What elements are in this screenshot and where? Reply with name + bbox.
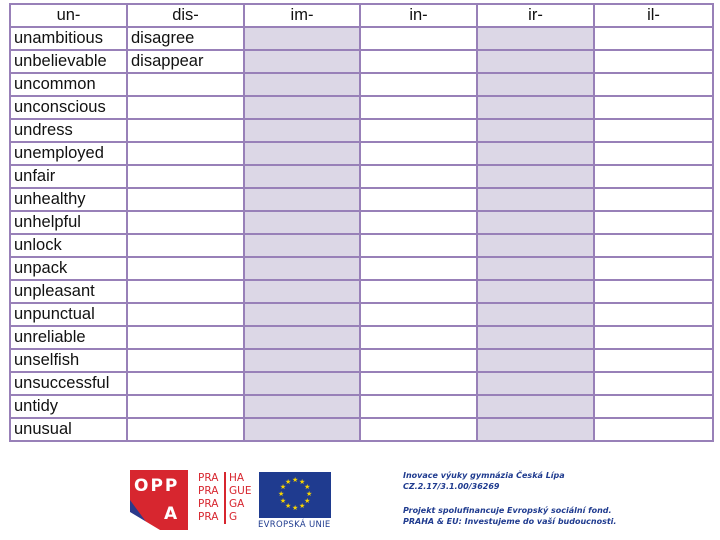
project-text <box>403 470 643 527</box>
table-cell <box>477 50 594 73</box>
table-cell: unpleasant <box>10 280 127 303</box>
eu-star-icon: ★ <box>306 491 313 498</box>
table-cell <box>594 280 713 303</box>
praha-logo-text: GA <box>224 498 244 511</box>
table-cell <box>244 96 360 119</box>
table-cell: uncommon <box>10 73 127 96</box>
column-header: im- <box>244 4 360 27</box>
table-cell <box>594 73 713 96</box>
table-cell: disagree <box>127 27 244 50</box>
praha-logo-text: PRA <box>198 472 219 484</box>
table-cell <box>594 418 713 441</box>
table-cell: untidy <box>10 395 127 418</box>
table-cell: unlock <box>10 234 127 257</box>
table-cell: unselfish <box>10 349 127 372</box>
table-row <box>10 418 713 441</box>
table-cell <box>477 372 594 395</box>
table-row <box>10 96 713 119</box>
eu-star-icon: ★ <box>304 484 311 491</box>
table-cell: unsuccessful <box>10 372 127 395</box>
table-cell <box>360 211 477 234</box>
praha-logo-row <box>198 498 254 511</box>
table-cell <box>127 119 244 142</box>
oppa-logo-text-1: OPP <box>134 476 180 496</box>
table-cell: unhealthy <box>10 188 127 211</box>
table-cell <box>594 50 713 73</box>
table-cell <box>594 27 713 50</box>
table-cell: unhelpful <box>10 211 127 234</box>
column-header: il- <box>594 4 713 27</box>
table-cell: unbelievable <box>10 50 127 73</box>
table-cell <box>360 234 477 257</box>
table-row <box>10 211 713 234</box>
column-header: ir- <box>477 4 594 27</box>
table-cell <box>244 27 360 50</box>
table-cell <box>594 395 713 418</box>
table-cell <box>477 326 594 349</box>
praha-logo-text: GUE <box>224 485 251 498</box>
table-cell <box>127 188 244 211</box>
table-cell <box>477 395 594 418</box>
table-cell <box>244 395 360 418</box>
praha-logo-row <box>198 485 254 498</box>
eu-star-icon: ★ <box>278 491 285 498</box>
table-cell <box>127 395 244 418</box>
table-cell <box>244 211 360 234</box>
table-cell <box>477 96 594 119</box>
eu-star-icon: ★ <box>285 478 292 486</box>
table-cell <box>127 326 244 349</box>
table-cell <box>477 27 594 50</box>
table-cell <box>477 257 594 280</box>
table-cell <box>594 257 713 280</box>
table-cell <box>594 372 713 395</box>
table-cell <box>360 73 477 96</box>
table-cell <box>594 96 713 119</box>
eu-flag-icon <box>259 472 331 518</box>
praha-logo-text: PRA <box>198 498 219 510</box>
table-cell <box>244 418 360 441</box>
eu-star-icon: ★ <box>279 484 287 491</box>
table-cell <box>594 142 713 165</box>
table-row <box>10 395 713 418</box>
table-cell <box>127 73 244 96</box>
oppa-logo-text-2: A <box>164 504 180 524</box>
table-cell <box>244 142 360 165</box>
table-cell: undress <box>10 119 127 142</box>
praha-logo-text: HA <box>224 472 244 485</box>
project-line-2: CZ.2.17/3.1.00/36269 <box>403 482 500 491</box>
praha-logo-text: PRA <box>198 511 219 523</box>
table-cell <box>360 188 477 211</box>
table-cell: unfair <box>10 165 127 188</box>
table-cell <box>360 165 477 188</box>
table-cell <box>127 303 244 326</box>
table-cell <box>477 119 594 142</box>
table-body <box>10 27 713 441</box>
eu-star-icon: ★ <box>292 477 299 484</box>
table-cell <box>594 303 713 326</box>
table-cell <box>244 303 360 326</box>
table-cell <box>244 234 360 257</box>
table-row <box>10 119 713 142</box>
table-cell <box>477 303 594 326</box>
table-cell: unemployed <box>10 142 127 165</box>
table-row <box>10 73 713 96</box>
table-cell <box>360 96 477 119</box>
table-row <box>10 188 713 211</box>
table-row <box>10 280 713 303</box>
table-cell <box>360 257 477 280</box>
column-header: un- <box>10 4 127 27</box>
table-cell <box>477 188 594 211</box>
table-cell <box>244 165 360 188</box>
table-cell <box>244 326 360 349</box>
table-cell <box>477 165 594 188</box>
table-cell <box>244 188 360 211</box>
table-cell: unambitious <box>10 27 127 50</box>
table-cell <box>477 349 594 372</box>
footer <box>0 466 720 536</box>
table-cell: unusual <box>10 418 127 441</box>
table-cell <box>360 372 477 395</box>
praha-logo-text: G <box>224 511 237 524</box>
project-line-4: PRAHA & EU: Investujeme do vaší budoucnosti. <box>403 517 617 526</box>
eu-star-icon: ★ <box>279 498 287 505</box>
table-cell <box>127 234 244 257</box>
eu-star-icon: ★ <box>299 478 306 486</box>
eu-star-icon: ★ <box>292 505 299 512</box>
table-cell <box>127 418 244 441</box>
table-cell <box>594 119 713 142</box>
table-cell <box>360 418 477 441</box>
table-cell <box>127 96 244 119</box>
table-row <box>10 303 713 326</box>
table-row <box>10 349 713 372</box>
table-cell <box>477 73 594 96</box>
table-cell <box>594 234 713 257</box>
table-row <box>10 257 713 280</box>
table-cell <box>244 119 360 142</box>
table-cell <box>244 50 360 73</box>
table-cell <box>127 349 244 372</box>
table-row <box>10 50 713 73</box>
project-line-3: Projekt spolufinancuje Evropský sociální fond. <box>403 506 612 515</box>
table-cell <box>360 349 477 372</box>
table-cell <box>594 188 713 211</box>
praha-logo-row <box>198 511 254 524</box>
table-row <box>10 372 713 395</box>
table-cell: unpack <box>10 257 127 280</box>
oppa-logo <box>130 470 188 530</box>
table-cell <box>477 142 594 165</box>
eu-star-icon: ★ <box>304 498 311 505</box>
table-cell <box>360 326 477 349</box>
table-cell <box>360 27 477 50</box>
table-cell <box>360 119 477 142</box>
table-cell <box>127 165 244 188</box>
table-cell <box>360 50 477 73</box>
praha-logo-text: PRA <box>198 485 219 497</box>
table-row <box>10 234 713 257</box>
prefix-table <box>9 3 714 442</box>
table-row <box>10 27 713 50</box>
table-cell <box>244 280 360 303</box>
table-cell: unreliable <box>10 326 127 349</box>
header-row <box>10 4 713 27</box>
table-cell: unconscious <box>10 96 127 119</box>
table-cell <box>127 372 244 395</box>
table-cell <box>244 372 360 395</box>
table-cell <box>127 211 244 234</box>
table-cell <box>360 303 477 326</box>
table-cell <box>477 418 594 441</box>
project-line-1: Inovace výuky gymnázia Česká Lípa <box>403 471 565 480</box>
eu-star-icon: ★ <box>285 503 292 511</box>
table-cell: disappear <box>127 50 244 73</box>
table-cell <box>594 165 713 188</box>
table-cell <box>127 142 244 165</box>
table-row <box>10 165 713 188</box>
table-cell <box>594 326 713 349</box>
table-cell <box>127 257 244 280</box>
table-cell <box>244 349 360 372</box>
table-row <box>10 326 713 349</box>
table-row <box>10 142 713 165</box>
eu-star-icon: ★ <box>299 503 306 511</box>
eu-label: EVROPSKÁ UNIE <box>258 520 331 530</box>
table-cell <box>244 257 360 280</box>
table-cell <box>477 280 594 303</box>
praha-logo-row <box>198 472 254 485</box>
table-cell <box>477 211 594 234</box>
table-cell <box>127 280 244 303</box>
table-cell <box>594 211 713 234</box>
table-cell <box>244 73 360 96</box>
column-header: in- <box>360 4 477 27</box>
column-header: dis- <box>127 4 244 27</box>
table-cell <box>360 395 477 418</box>
praha-logo <box>198 472 254 524</box>
table-cell <box>594 349 713 372</box>
table-cell: unpunctual <box>10 303 127 326</box>
table-cell <box>477 234 594 257</box>
table-cell <box>360 280 477 303</box>
table-cell <box>360 142 477 165</box>
